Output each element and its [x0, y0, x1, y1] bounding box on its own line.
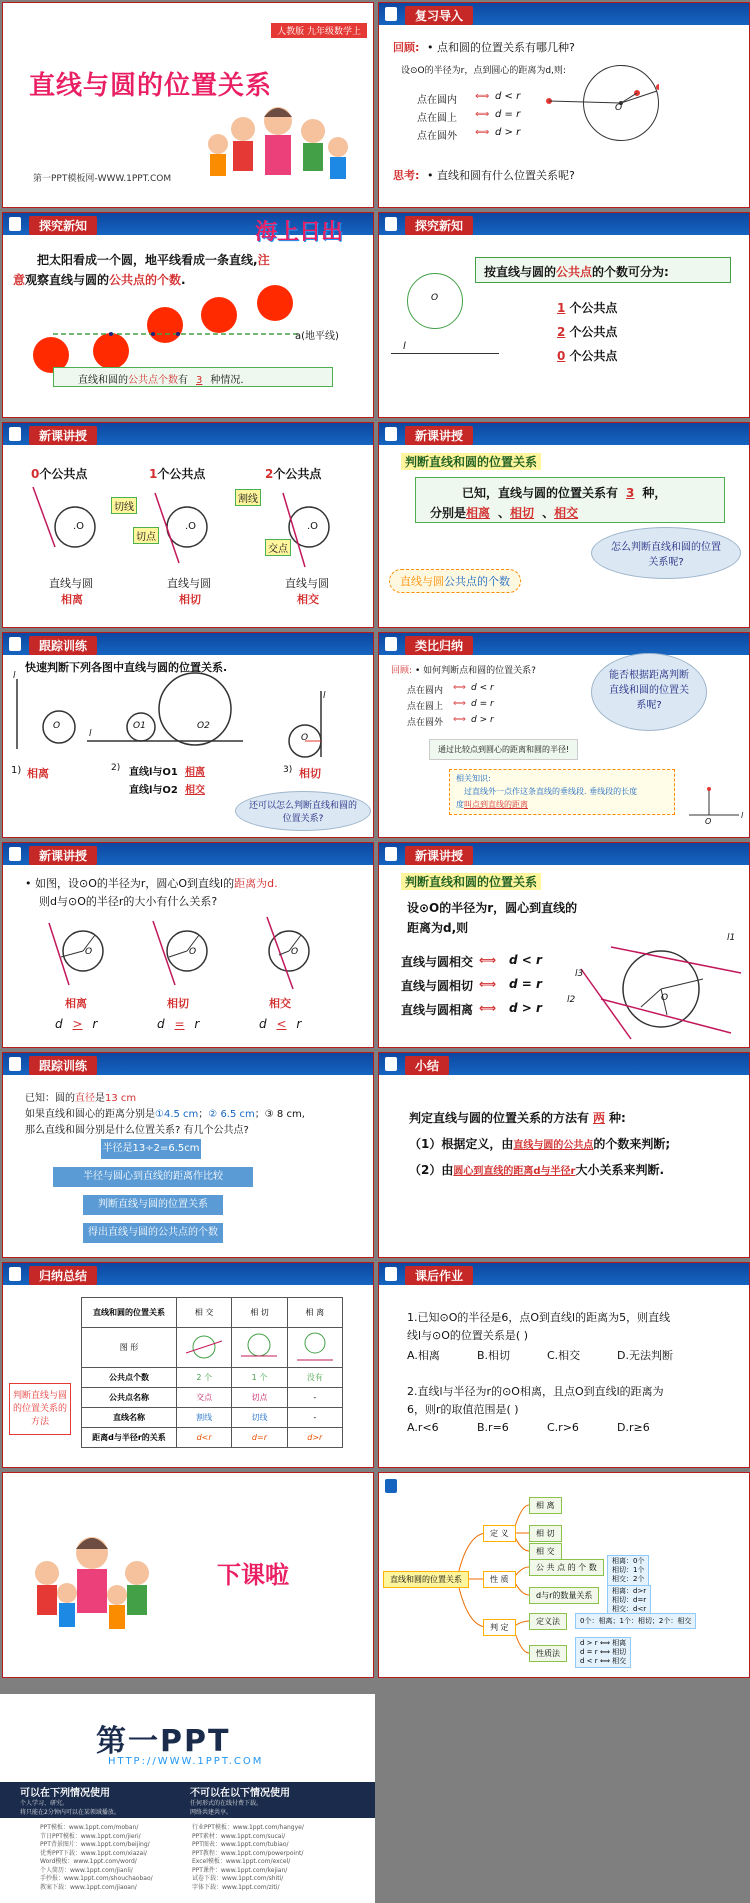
mindmap-values: 相离：0个 相切：1个 相交：2个 — [607, 1555, 649, 1586]
slide-table-summary — [2, 1262, 374, 1468]
option: C.r>6 — [547, 1421, 579, 1434]
case-heading: 1个公共点 — [149, 467, 206, 481]
row-label: 点在圆内 — [407, 686, 444, 696]
statement: 直线l与O1 — [129, 767, 178, 778]
setup-line: 设⊙O的半径为r，圆心到直线的 — [407, 901, 578, 915]
mindmap-leaf: d与r的数量关系 — [529, 1587, 599, 1604]
homework-line: 6，则r的取值范围是( ) — [407, 1403, 519, 1416]
logo-icon — [385, 847, 397, 861]
center-label: O — [301, 733, 309, 743]
line — [391, 353, 499, 354]
case-caption: 直线与圆 — [167, 577, 211, 590]
section-title: 探究新知 — [29, 216, 97, 235]
count-item: 1 个公共点 — [557, 301, 618, 315]
logo-icon — [9, 427, 21, 441]
summary-line: （1）根据定义，由直线与圆的公共点的个数来判断; — [409, 1137, 671, 1151]
kids-illustration — [17, 1523, 167, 1633]
thought-cloud: 怎么判断直线和圆的位置关系呢? — [591, 527, 741, 579]
logo-icon — [385, 1057, 397, 1071]
logo-icon — [9, 217, 21, 231]
mindmap-leaf: 公 共 点 的 个 数 — [529, 1559, 604, 1576]
hint-pill: 直线与圆公共点的个数 — [389, 569, 521, 593]
tag-tangent-line: 切线 — [111, 497, 137, 514]
section-title: 探究新知 — [405, 216, 473, 235]
count-item: 2 个公共点 — [557, 325, 618, 339]
sunrise-diagram — [3, 273, 374, 373]
step-1: 半径是13÷2=6.5cm — [101, 1139, 201, 1159]
sub-label: 2) — [111, 763, 121, 773]
center-label: O — [431, 293, 439, 303]
option: C.相交 — [547, 1349, 581, 1362]
logo-icon — [385, 1267, 397, 1281]
slide-review: 复习导入 回顾: • 点和圆的位置关系有哪几种? 设⊙O的半径为r，点到圆心的距离为d,则: 点在圆内 ⟺ d < r 点在圆上 ⟺ d = r 点在圆外 ⟺ d > r O 思考: • 直线和圆有什么位置关系呢? — [378, 2, 750, 208]
relation: d = r — [157, 1017, 200, 1031]
case-rel: 相交 — [269, 997, 291, 1010]
line-label: l — [89, 729, 92, 739]
line-label: l — [741, 811, 744, 820]
homework-line: 1.已知⊙O的半径是6，点O到直线l的距离为5，则直线 — [407, 1311, 671, 1324]
point-diagram — [539, 63, 659, 143]
option: A.相离 — [407, 1349, 440, 1362]
mindmap-branch: 性 质 — [483, 1571, 516, 1588]
option: B.相切 — [477, 1349, 511, 1362]
mindmap-branch: 定 义 — [483, 1525, 516, 1542]
row-label: 点在圆外 — [417, 131, 457, 142]
case-heading: 2个公共点 — [265, 467, 322, 481]
case-rel: 相切 — [167, 997, 189, 1010]
slide-header — [379, 213, 749, 235]
relation: d > r — [55, 1017, 98, 1031]
slide-header — [3, 843, 373, 865]
row-rel: d > r — [495, 127, 521, 138]
banner-text: 海上日出 — [255, 220, 344, 245]
step-4: 得出直线与圆的公共点的个数 — [83, 1223, 223, 1243]
slide-homework — [378, 1262, 750, 1468]
mindmap-leaf: 相 交 — [529, 1543, 562, 1560]
review-question: • 如何判断点和圆的位置关系? — [415, 666, 536, 676]
section-title: 课后作业 — [405, 1266, 473, 1285]
center-label: O — [85, 947, 93, 957]
summary-table: 直线和圆的位置关系 相 交 相 切 相 离 图 形 公共点个数 2 个 1 个 没有 公共点名称 交点 切点 - 直线名称 割线 切线 - 距离d与半径r的关系 d<r d=r d>r — [81, 1297, 343, 1448]
slide-judge-method: 新课讲授 判断直线和圆的位置关系 设⊙O的半径为r，圆心到直线的 距离为d,则 直线与圆相交 ⟺ d < r 直线与圆相切 ⟺ d = r 直线与圆相离 ⟺ d > r l1 l3 l2 O — [378, 842, 750, 1048]
center-label: .O — [73, 521, 85, 532]
can-item: 个人学习、研究。 — [20, 1800, 69, 1807]
logo-icon — [9, 1057, 21, 1071]
question-line: • 如图，设⊙O的半径为r，圆心O到直线l的距离为d. — [25, 877, 278, 890]
summary-line: （2）由圆心到直线的距离d与半径r大小关系来判断. — [409, 1163, 665, 1177]
slide-explore-count — [378, 212, 750, 418]
row-label: 点在圆上 — [417, 113, 457, 124]
footer-url[interactable]: HTTP://WWW.1PPT.COM — [108, 1756, 264, 1767]
line-label: l1 — [727, 933, 736, 943]
question-line: 则d与⊙O的半径r的大小有什么关系? — [39, 895, 218, 908]
center-label: O — [291, 947, 299, 957]
cannot-item: 任何形式的在线付费下载。 — [190, 1800, 263, 1807]
row-rel: d < r — [495, 91, 521, 102]
slide-three-cases — [2, 422, 374, 628]
logo-icon — [385, 427, 397, 441]
line-label: l3 — [575, 969, 584, 979]
slide-header — [379, 1053, 749, 1075]
row-rel: d < r — [471, 683, 494, 693]
option: D.r≥6 — [617, 1421, 650, 1434]
slide-summary — [378, 1052, 750, 1258]
section-title: 新课讲授 — [405, 426, 473, 445]
slide-practice-2 — [2, 1052, 374, 1258]
center-label: O — [661, 993, 669, 1003]
logo-icon — [9, 637, 21, 651]
horizon-label: a(地平线) — [295, 331, 339, 342]
slide-practice-1 — [2, 632, 374, 838]
answer: 相离 — [27, 767, 49, 780]
center-label: O — [705, 817, 712, 826]
practice-diagram — [3, 671, 374, 761]
slide-header — [3, 633, 373, 655]
setup-line: 距离为d,则 — [407, 921, 469, 935]
footer-band — [0, 1782, 375, 1818]
answer: 相交 — [185, 785, 205, 796]
logo-icon — [385, 7, 397, 21]
case-caption: 直线与圆 — [49, 577, 93, 590]
slide-header — [3, 423, 373, 445]
section-title: 跟踪训练 — [29, 636, 97, 655]
mindmap-values: d > r ⟺ 相离 d = r ⟺ 相切 d < r ⟺ 相交 — [575, 1637, 631, 1668]
center-label: .O — [185, 521, 197, 532]
slide-judge-intro — [378, 422, 750, 628]
statement: 直线l与O2 — [129, 785, 178, 796]
mindmap-leaf: 相 离 — [529, 1497, 562, 1514]
mindmap-root: 直线和圆的位置关系 — [383, 1571, 469, 1588]
answer-box: 直线和圆的公共点个数有 3 种情况. — [53, 367, 333, 387]
tag-secant: 割线 — [235, 489, 261, 506]
three-lines-diagram — [571, 933, 750, 1045]
problem-line: 如果直线和圆心的距离分别是①4.5 cm；② 6.5 cm；③ 8 cm, — [25, 1109, 305, 1120]
slide-header — [379, 1263, 749, 1285]
lead-box: 按直线与圆的公共点的个数可分为: — [475, 257, 731, 283]
mindmap-values: 0个：相离；1个：相切；2个：相交 — [575, 1613, 696, 1629]
slide-header — [379, 633, 749, 655]
row-rel: d > r — [471, 715, 494, 725]
answer: 相离 — [185, 767, 205, 778]
slide-header — [3, 1263, 373, 1285]
paragraph: 把太阳看成一个圆，地平线看成一条直线,注 — [37, 253, 270, 267]
setup-text: 设⊙O的半径为r，点到圆心的距离为d,则: — [401, 66, 566, 76]
rule-right: d = r — [509, 977, 542, 991]
problem-line: 那么直线和圆分别是什么位置关系? 有几个公共点? — [25, 1125, 249, 1136]
center-label: O1 — [133, 721, 146, 731]
summary-line: 判定直线与圆的位置关系的方法有 两 种: — [409, 1111, 626, 1125]
section-title: 小结 — [405, 1056, 449, 1075]
logo-icon — [9, 1267, 21, 1281]
footer-panel — [0, 1694, 375, 1903]
think-question: • 直线和圆有什么位置关系呢? — [427, 169, 575, 182]
rule-left: 直线与圆相离 — [401, 1003, 474, 1017]
slide-header — [379, 423, 749, 445]
review-question: • 点和圆的位置关系有哪几种? — [427, 41, 575, 54]
section-subtitle: 判断直线和圆的位置关系 — [401, 873, 541, 890]
option: D.无法判断 — [617, 1349, 673, 1362]
rule-left: 直线与圆相交 — [401, 955, 474, 969]
logo-icon — [385, 637, 397, 651]
related-box: 相关知识: 过直线外一点作这条直线的垂线段. 垂线段的长度 度叫点到直线的距离 — [449, 769, 675, 815]
sub-label: 3) — [283, 765, 293, 775]
thought-cloud: 能否根据距离判断直线和圆的位置关系呢? — [591, 653, 707, 731]
can-item: 将只能在2分钟内可以在某领域播放。 — [20, 1809, 120, 1816]
relation: d < r — [259, 1017, 302, 1031]
row-rel: d = r — [495, 109, 521, 120]
case-heading: 0个公共点 — [31, 467, 88, 481]
rule-right: d > r — [509, 1001, 542, 1015]
badge: 人教版 九年级数学上 — [271, 23, 367, 38]
logo-icon — [9, 847, 21, 861]
line-label: l — [403, 341, 406, 352]
center-label: O — [615, 103, 623, 113]
mindmap-leaf: 相 切 — [529, 1525, 562, 1542]
cannot-title: 不可以在以下情况使用 — [190, 1788, 290, 1799]
review-label: 回顾: — [391, 666, 413, 676]
section-title: 复习导入 — [405, 6, 473, 25]
cannot-item: 网络共建共享。 — [190, 1809, 233, 1816]
slide-title — [2, 2, 374, 208]
links-left[interactable]: PPT模板：www.1ppt.com/moban/ 节日PPT模板：www.1ppt.com/jieri/ PPT背景图片：www.1ppt.com/beijing/ 优秀PPT下载：www.1ppt.com/xiazai/ Word模板：www.1ppt.com/word/ 个人简历：www.1ppt.com/jianli/ 手抄报：www.1ppt.com/shouchaobao/ 教案下载：www.1ppt.com/jiaoan/ — [40, 1824, 153, 1891]
kids-illustration — [203, 99, 353, 194]
slide-analogy: 类比归纳 回顾: • 如何判断点和圆的位置关系? 点在圆内 ⟺ d < r 点在圆上 ⟺ d = r 点在圆外 ⟺ d > r 通过比较点到圆心的距离和圆的半径! 能否根据距离判断直线和圆的位置关系呢? 相关知识: 过直线外一点作这条直线的垂线段. 垂线段的长度 度叫点到直线的距离 O l — [378, 632, 750, 838]
slide-header — [379, 3, 749, 25]
row-label: 点在圆外 — [407, 718, 444, 728]
section-title: 类比归纳 — [405, 636, 473, 655]
think-label: 思考: — [393, 169, 420, 182]
section-title: 归纳总结 — [29, 1266, 97, 1285]
center-label: O2 — [197, 721, 210, 731]
line-label: l — [323, 691, 326, 701]
tag-tangent-point: 切点 — [133, 527, 159, 544]
mindmap-branch: 判 定 — [483, 1619, 516, 1636]
case-rel: 相离 — [61, 593, 83, 606]
row-label: 点在圆内 — [417, 95, 457, 106]
mindmap-values: 相离：d>r 相切：d=r 相交：d<r — [607, 1585, 651, 1616]
section-title: 新课讲授 — [405, 846, 473, 865]
case-rel: 相离 — [65, 997, 87, 1010]
paragraph: 意观察直线与圆的公共点的个数. — [13, 273, 186, 287]
case-rel: 相切 — [179, 593, 201, 606]
center-label: .O — [307, 521, 319, 532]
footer-logo: 第一PPT — [96, 1724, 231, 1759]
center-label: O — [189, 947, 197, 957]
logo-icon — [385, 217, 397, 231]
rule-right: d < r — [509, 953, 542, 967]
step-3: 判断直线与圆的位置关系 — [83, 1195, 223, 1215]
can-title: 可以在下列情况使用 — [20, 1788, 110, 1799]
homework-line: 线l与⊙O的位置关系是( ) — [407, 1329, 529, 1342]
step-2: 半径与圆心到直线的距离作比较 — [53, 1167, 253, 1187]
line-label: l — [13, 671, 16, 681]
slide-mindmap — [378, 1472, 750, 1678]
end-text: 下课啦 — [217, 1561, 289, 1589]
thought-cloud: 还可以怎么判断直线和圆的位置关系? — [235, 791, 371, 831]
slide-d-vs-r — [2, 842, 374, 1048]
mindmap-leaf: 定义法 — [529, 1613, 567, 1630]
row-label: 点在圆上 — [407, 702, 444, 712]
mindmap-leaf: 性质法 — [529, 1645, 567, 1662]
slide-footer-text: 第一PPT模板网-WWW.1PPT.COM — [33, 174, 172, 184]
section-subtitle: 判断直线和圆的位置关系 — [401, 453, 541, 470]
page-title: 直线与圆的位置关系 — [29, 71, 273, 101]
line-label: l2 — [567, 995, 576, 1005]
row-rel: d = r — [471, 699, 494, 709]
tag-intersection: 交点 — [265, 539, 291, 556]
review-label: 回顾: — [393, 41, 420, 54]
links-right[interactable]: 行业PPT模板：www.1ppt.com/hangye/ PPT素材：www.1ppt.com/sucai/ PPT图表：www.1ppt.com/tubiao/ PPT教程：www.1ppt.com/powerpoint/ Excel模板：www.1ppt.com/excel/ PPT课件：www.1ppt.com/kejian/ 试卷下载：www.1ppt.com/shiti/ 字体下载：www.1ppt.com/ziti/ — [192, 1824, 304, 1891]
case-caption: 直线与圆 — [285, 577, 329, 590]
rule-left: 直线与圆相切 — [401, 979, 474, 993]
slide-header — [3, 1053, 373, 1075]
note-box: 通过比较点到圆心的距离和圆的半径! — [429, 739, 578, 760]
sub-label: 1) — [11, 765, 22, 776]
slide-explore-sunrise — [2, 212, 374, 418]
statement-box: 已知，直线与圆的位置关系有 3 种， 分别是相离 、相切 、相交 — [415, 477, 725, 523]
option: A.r<6 — [407, 1421, 439, 1434]
section-title: 新课讲授 — [29, 426, 97, 445]
question: 快速判断下列各图中直线与圆的位置关系. — [25, 661, 228, 674]
homework-line: 2.直线l与半径为r的⊙O相离，且点O到直线l的距离为 — [407, 1385, 664, 1398]
section-title: 跟踪训练 — [29, 1056, 97, 1075]
slide-header — [379, 843, 749, 865]
problem-line: 已知：圆的直径是13 cm — [25, 1093, 137, 1104]
slide-end — [2, 1472, 374, 1678]
option: B.r=6 — [477, 1421, 509, 1434]
side-note: 判断直线与圆的位置关系的方法 — [9, 1383, 71, 1435]
center-label: O — [53, 721, 61, 731]
count-item: 0 个公共点 — [557, 349, 618, 363]
answer: 相切 — [299, 767, 321, 780]
distance-icon — [679, 783, 745, 823]
section-title: 新课讲授 — [29, 846, 97, 865]
case-rel: 相交 — [297, 593, 319, 606]
